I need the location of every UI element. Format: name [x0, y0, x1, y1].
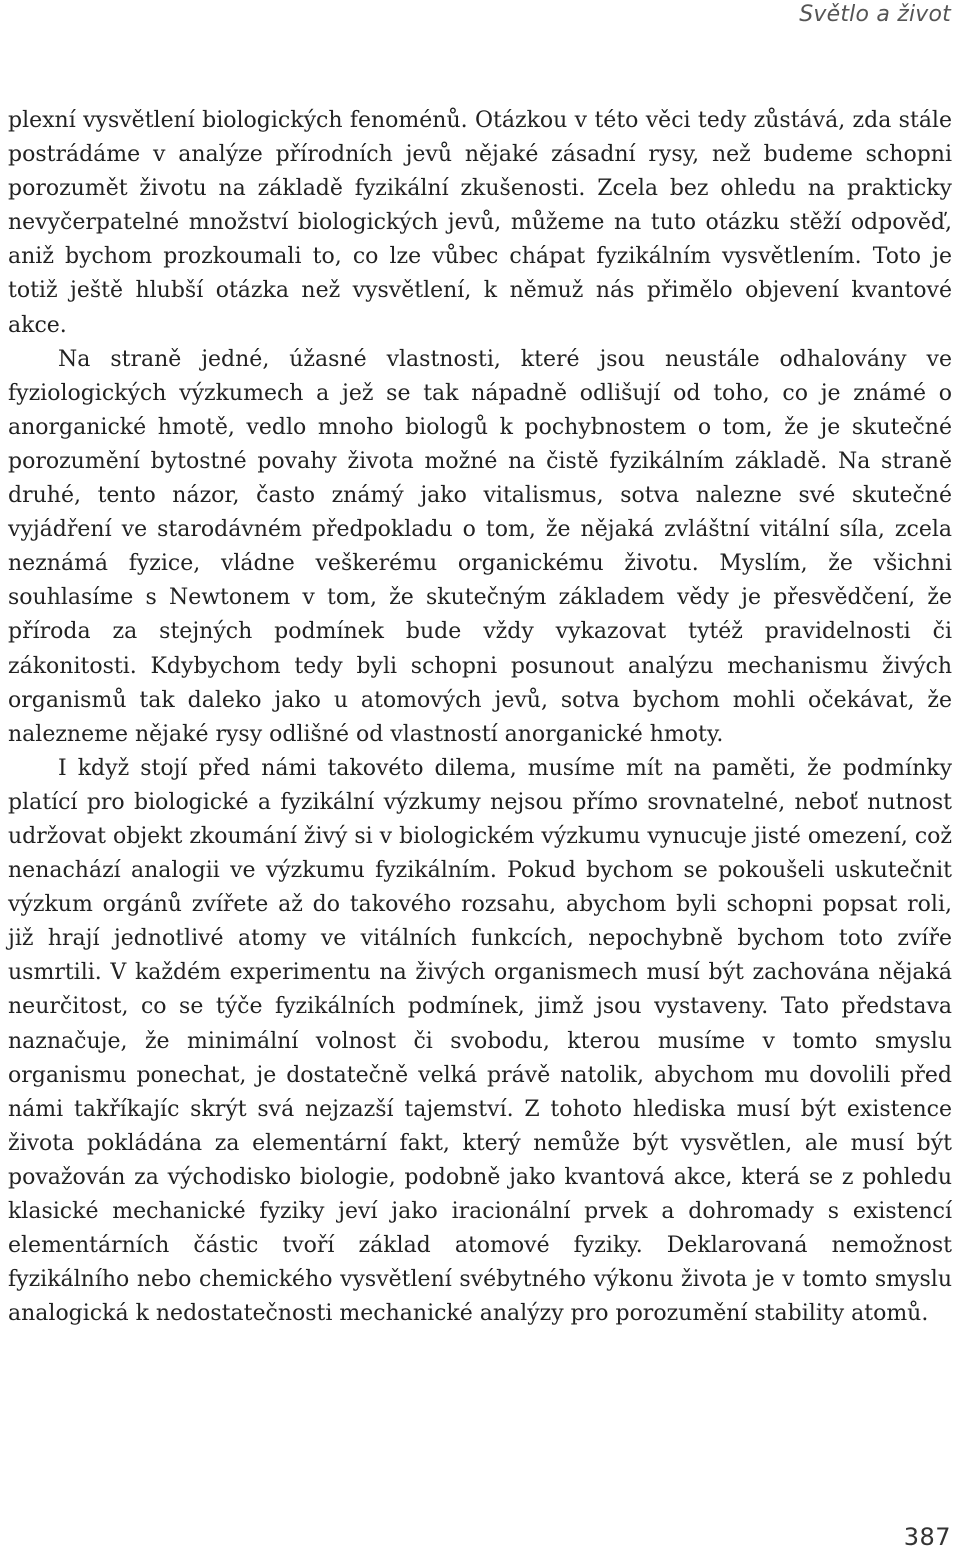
body-text	[8, 104, 952, 1331]
running-header: Světlo a život	[799, 2, 951, 27]
paragraph-1: plexní vysvětlení biologických fenoménů. Otázkou v této věci tedy zůstává, zda stále postrádáme v analýze přírodních jevů nějaké zásadní rysy, než budeme schopni porozumět životu na základě fyzikální zkušenosti. Zcela bez ohledu na prakticky nevyčerpatelné množství biologických jevů, můžeme na tuto otázku stěží odpověď, aniž bychom prozkoumali to, co lze vůbec chápat fyzikálním vysvětlením. Toto je totiž ještě hlubší otázka než vysvětlení, k němuž nás přimělo objevení kvantové akce.	[8, 108, 952, 338]
paragraph-3: I když stojí před námi takovéto dilema, musíme mít na paměti, že podmínky platící pro biologické a fyzikální výzkumy nejsou přímo srovnatelné, neboť nutnost udržovat objekt zkoumání živý si v biologickém výzkumu vynucuje jisté omezení, což nenachází analogii ve výzkumu fyzikálním. Pokud bychom se pokoušeli uskutečnit výzkum orgánů zvířete až do takového rozsahu, abychom byli schopni popsat roli, již hrají jednotlivé atomy ve vitálních funkcích, nepochybně bychom toto zvíře usmrtili. V každém experimentu na živých organismech musí být zachována nějaká neurčitost, co se týče fyzikálních podmínek, jimž jsou vystaveny. Tato představa naznačuje, že minimální volnost či svobodu, kterou musíme v tomto smyslu organismu ponechat, je dostatečně velká právě natolik, abychom mu dovolili před námi takříkajíc skrýt svá nejzazší tajemství. Z tohoto hlediska musí být existence života pokládána za elementární fakt, který nemůže být vysvětlen, ale musí být považován za východisko biologie, podobně jako kvantová akce, která se z pohledu klasické mechanické fyziky jeví jako iracionální prvek a dohromady s existencí elementárních částic tvoří základ atomové fyziky. Deklarovaná nemožnost fyzikálního nebo chemického vysvětlení svébytného výkonu života je v tomto smyslu analogická k nedostatečnosti mechanické analýzy pro porozumění stability atomů.	[8, 755, 952, 1327]
page-number: 387	[903, 1523, 951, 1551]
paragraph-2: Na straně jedné, úžasné vlastnosti, které jsou neustále odhalovány ve fyziologických výzkumech a jež se tak nápadně odlišují od toho, co je známé o anorganické hmotě, vedlo mnoho biologů k pochybnostem o tom, že je skutečné porozumění bytostné povahy života možné na čistě fyzikálním základě. Na straně druhé, tento názor, často známý jako vitalismus, sotva nalezne své skutečné vyjádření ve starodávném předpokladu o tom, že nějaká zvláštní vitální síla, zcela neznámá fyzice, vládne veškerému organickému životu. Myslím, že všichni souhlasíme s Newtonem v tom, že skutečným základem vědy je přesvědčení, že příroda za stejných podmínek bude vždy vykazovat tytéž pravidelnosti či zákonitosti. Kdybychom tedy byli schopni posunout analýzu mechanismu živých organismů tak daleko jako u atomových jevů, sotva bychom mohli očekávat, že nalezneme nějaké rysy odlišné od vlastností anorganické hmoty.	[8, 346, 952, 747]
